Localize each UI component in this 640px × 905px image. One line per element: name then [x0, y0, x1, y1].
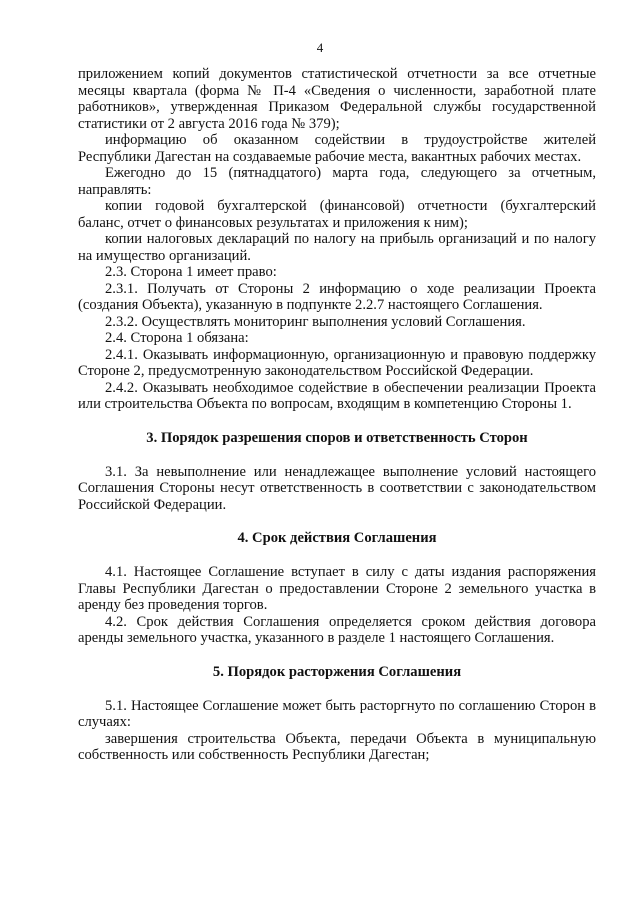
paragraph-employment-info: информацию об оказанном содействии в трудоустройстве жителей Республики Дагестан на создаваемые рабочие места, вакантных рабочих местах.	[78, 132, 596, 165]
clause-2-4-1: 2.4.1. Оказывать информационную, организационную и правовую поддержку Стороне 2, предусмотренную законодательством Российской Федерации.	[78, 346, 596, 379]
clause-5-1: 5.1. Настоящее Соглашение может быть расторгнуто по соглашению Сторон в случаях:	[78, 697, 596, 730]
clause-2-4-2: 2.4.2. Оказывать необходимое содействие в обеспечении реализации Проекта или строительства Объекта по вопросам, входящим в компетенцию Стороны 1.	[78, 379, 596, 412]
paragraph-annual-deadline: Ежегодно до 15 (пятнадцатого) марта года, следующего за отчетным, направлять:	[78, 165, 596, 198]
paragraph-tax-declarations: копии налоговых деклараций по налогу на прибыль организаций и по налогу на имущество организаций.	[78, 231, 596, 264]
document-body	[78, 66, 596, 764]
section-5-heading: 5. Порядок расторжения Соглашения	[212, 663, 462, 680]
paragraph-reporting-documents: приложением копий документов статистической отчетности за все отчетные месяцы квартала (форма № П-4 «Сведения о численности, заработной плате работников», утвержденная Приказом Федеральной службы государственной статистики от 2 августа 2016 года № 379);	[78, 66, 596, 132]
paragraph-termination-case: завершения строительства Объекта, передачи Объекта в муниципальную собственность или собственность Республики Дагестан;	[78, 730, 596, 763]
page-number: 4	[316, 40, 324, 55]
clause-3-1: 3.1. За невыполнение или ненадлежащее выполнение условий настоящего Соглашения Стороны несут ответственность в соответствии с законодательством Российской Федерации.	[78, 463, 596, 513]
clause-4-2: 4.2. Срок действия Соглашения определяется сроком действия договора аренды земельного участка, указанного в разделе 1 настоящего Соглашения.	[78, 613, 596, 646]
clause-2-4: 2.4. Сторона 1 обязана:	[105, 330, 249, 346]
section-4-heading: 4. Срок действия Соглашения	[237, 530, 437, 546]
clause-4-1: 4.1. Настоящее Соглашение вступает в силу с даты издания распоряжения Главы Республики Дагестан о предоставлении Стороне 2 земельного участка в аренду без проведения торгов.	[78, 564, 596, 613]
section-3-heading: 3. Порядок разрешения споров и ответственность Сторон	[146, 429, 528, 446]
clause-2-3: 2.3. Сторона 1 имеет право:	[105, 264, 277, 280]
clause-2-3-1: 2.3.1. Получать от Стороны 2 информацию о ходе реализации Проекта (создания Объекта), указанную в подпункте 2.2.7 настоящего Соглашения.	[78, 280, 596, 313]
paragraph-accounting-reports: копии годовой бухгалтерской (финансовой) отчетности (бухгалтерский баланс, отчет о финансовых результатах и приложения к ним);	[78, 198, 596, 231]
clause-2-3-2: 2.3.2. Осуществлять мониторинг выполнения условий Соглашения.	[105, 313, 526, 330]
